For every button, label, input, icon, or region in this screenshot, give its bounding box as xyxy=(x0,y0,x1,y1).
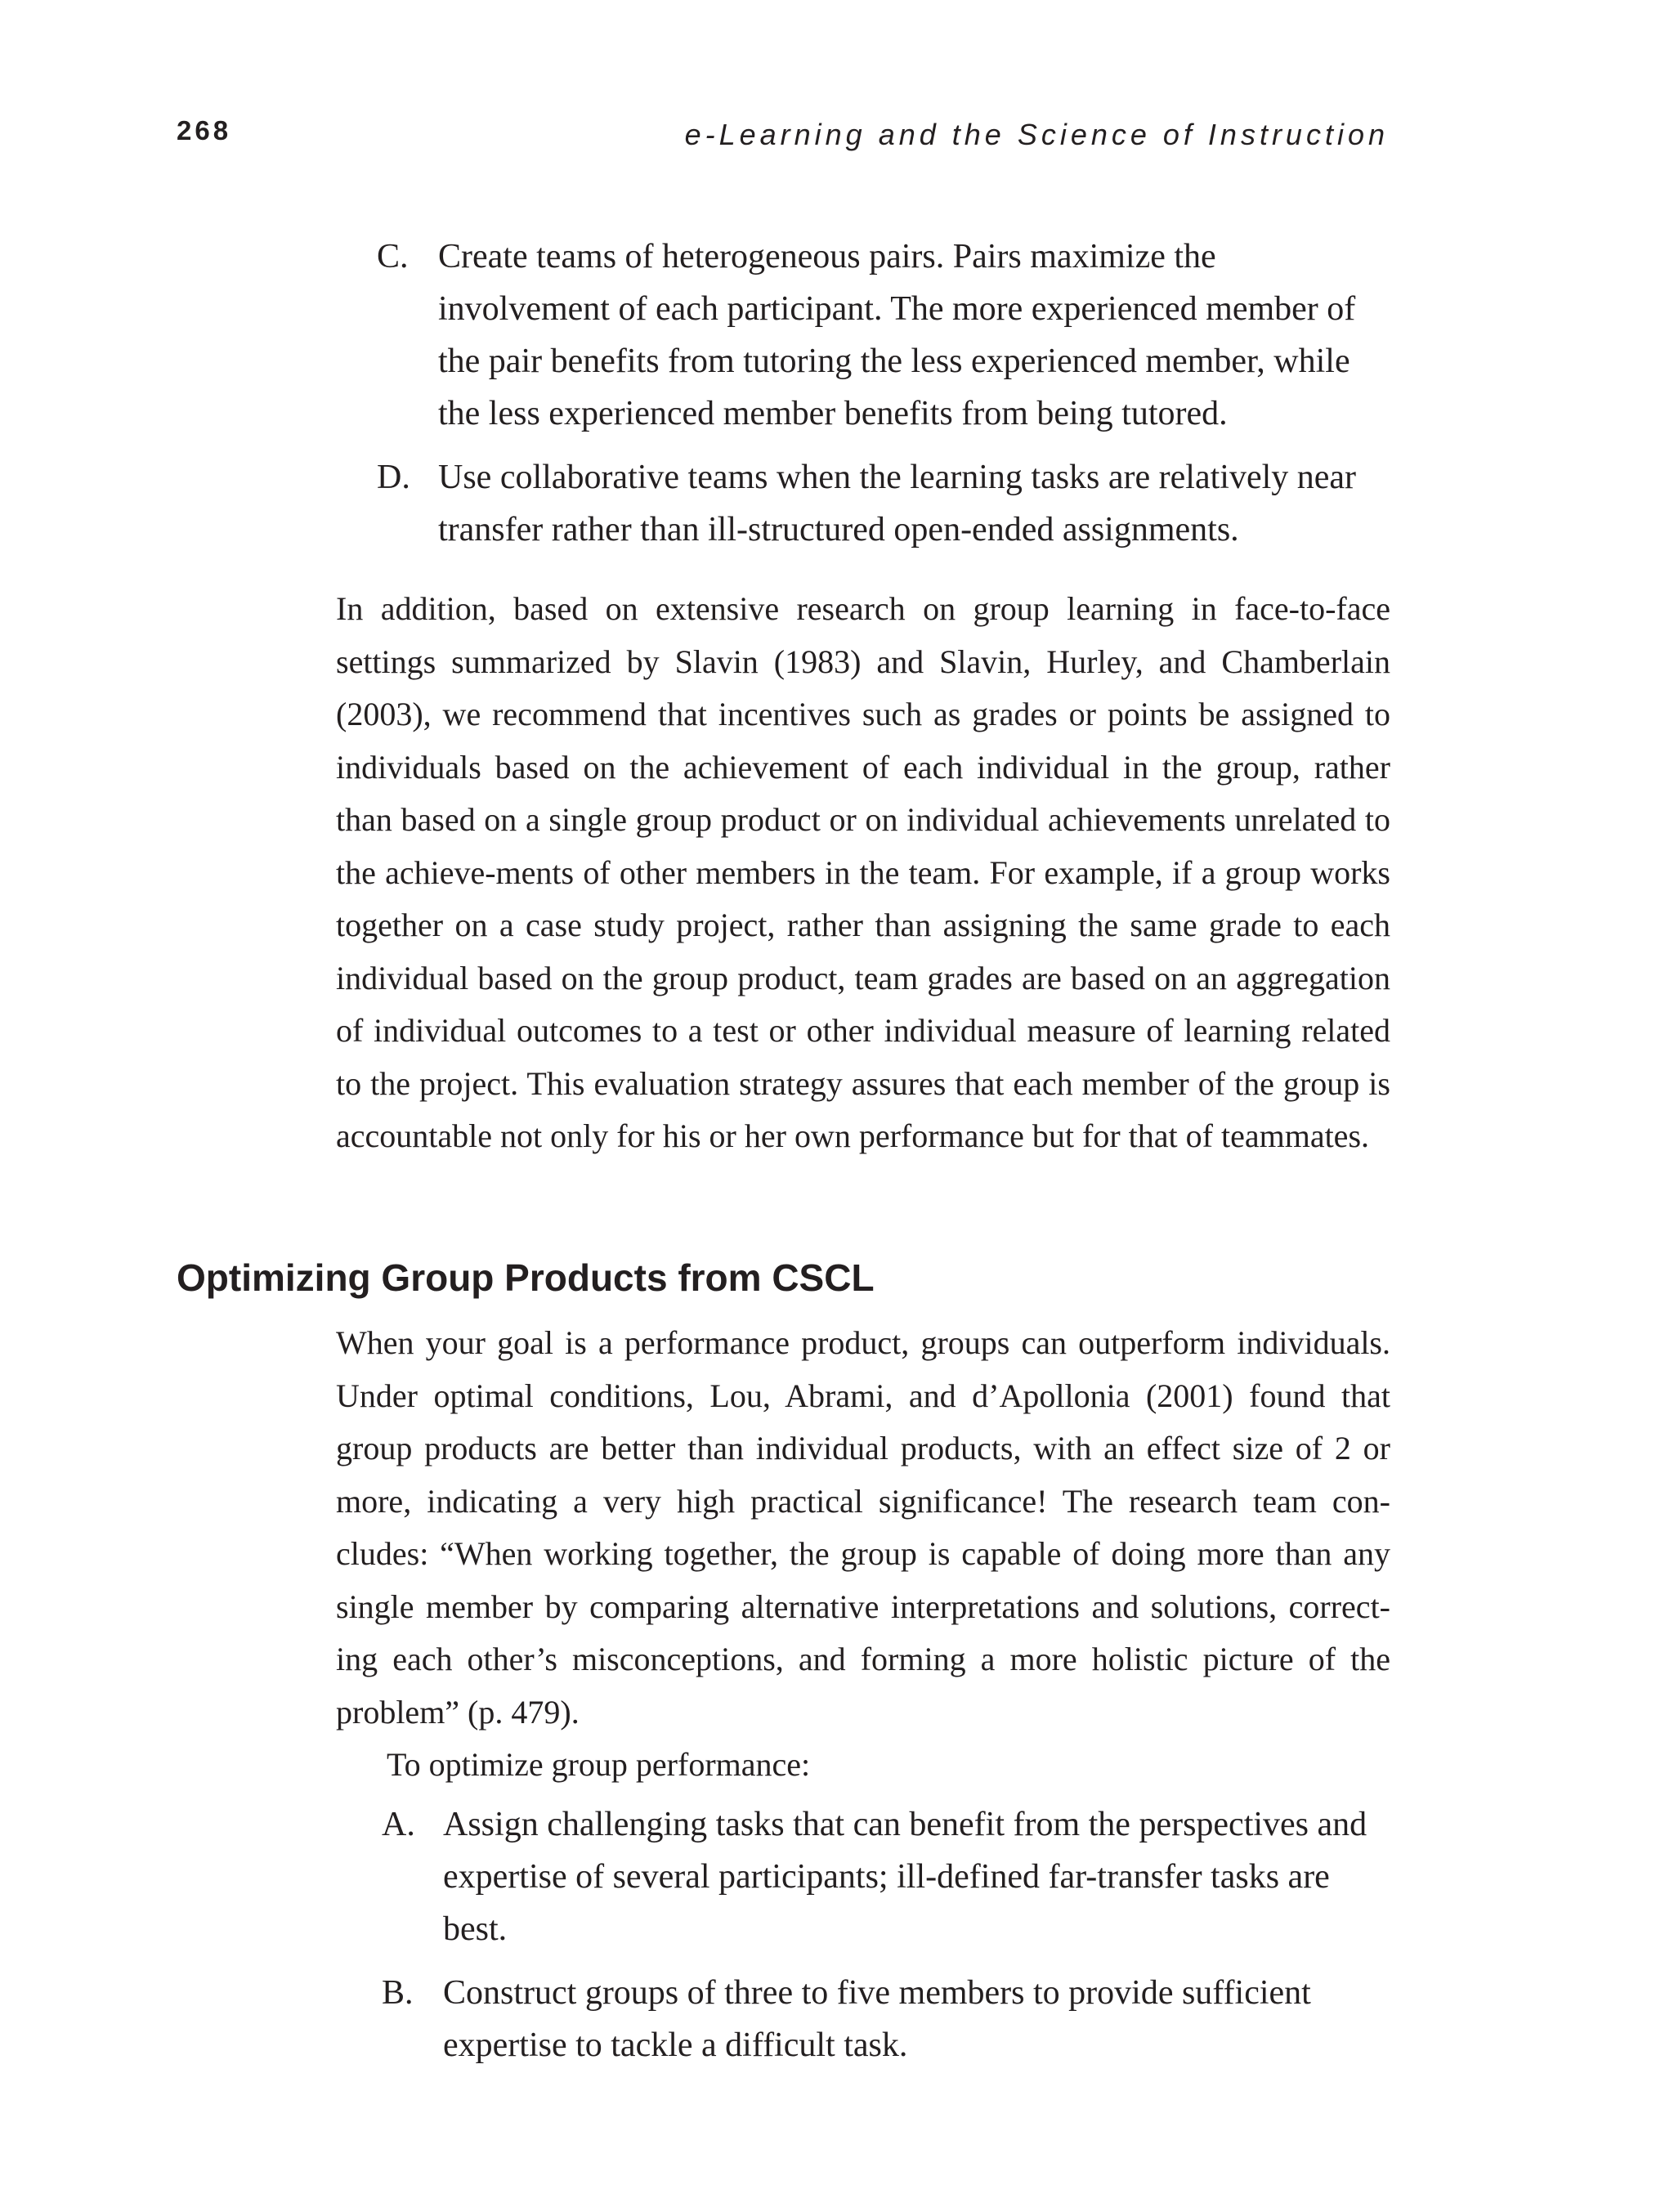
recommendation-list-top xyxy=(377,231,1386,567)
recommendation-list-bottom xyxy=(382,1798,1399,2083)
list-item-text: Assign challenging tasks that can benefit from the perspectives and expertise of several participants; ill-defined far-transfer tasks are best. xyxy=(443,1806,1367,1948)
list-item-text: Create teams of heterogeneous pairs. Pairs maximize the involvement of each participant. The more experienced member of the pair benefits from tutoring the less experienced member, while the less experienced member benefits from being tutored. xyxy=(438,238,1356,432)
list-item xyxy=(382,1967,1399,2071)
page-number: 268 xyxy=(177,115,232,146)
list-marker: A. xyxy=(382,1806,415,1843)
list-item xyxy=(382,1798,1399,1955)
list-marker: C. xyxy=(377,238,409,275)
body-paragraph: In addition, based on extensive research on group learning in face-to-face settings summarized by Slavin (1983) and Slavin, Hurley, and Chamberlain (2003), we recommend that incentives such as grades or points be assigned to individuals based on the achievement of each individual in the group, rather than based on a single group product or on individual achievements unrelated to the achieve-ments of other members in the team. For example, if a group works together on a case study project, rather than assigning the same grade to each individual based on the group product, team grades are based on an aggregation of individual outcomes to a test or other individual measure of learning related to the project. This evaluation strategy assures that each member of the group is accountable not only for his or her own performance but for that of teammates. xyxy=(336,590,1390,1154)
section-paragraph: When your goal is a performance product, groups can outperform individuals. Under optimal conditions, Lou, Abrami, and d’Apollonia (2001) found that group products are better than individual products, with an effect size of 2 or more, indicating a very high practical significance! The research team con-cludes: “When working together, the group is capable of doing more than any single member by comparing alternative interpretations and solutions, correct-ing each other’s misconceptions, and forming a more holistic picture of the problem” (p. 479). xyxy=(336,1324,1390,1731)
list-item-text: Use collaborative teams when the learning tasks are relatively near transfer rather than ill-structured open-ended assignments. xyxy=(438,459,1357,549)
list-marker: B. xyxy=(382,1974,414,2012)
list-item xyxy=(377,231,1386,440)
list-item-text: Construct groups of three to five members to provide sufficient expertise to tackle a difficult task. xyxy=(443,1974,1311,2064)
section-heading: Optimizing Group Products from CSCL xyxy=(177,1256,875,1299)
list-lead-in: To optimize group performance: xyxy=(387,1746,811,1783)
running-head: e-Learning and the Science of Instruction xyxy=(684,118,1389,151)
list-marker: D. xyxy=(377,459,410,496)
list-item xyxy=(377,451,1386,556)
